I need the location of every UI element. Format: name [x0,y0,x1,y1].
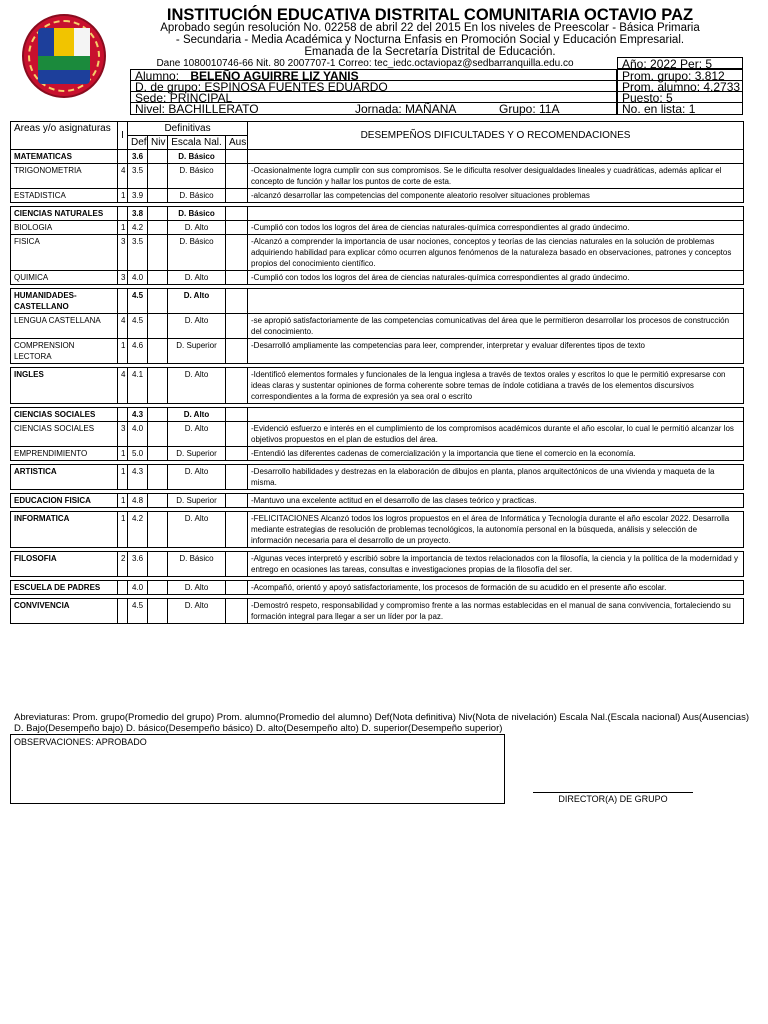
intensity-hours: 3 [118,271,128,285]
grade-nivelacion [148,494,168,508]
area-row [11,408,744,422]
intensity-hours: 1 [118,494,128,508]
performance-description: -Acompañó, orientó y apoyó satisfactoriamente, los procesos de formación de su acudido en el presente año escolar. [248,581,744,595]
grade-definitiva: 4.2 [128,512,148,548]
ausencias [226,581,248,595]
subject-row [11,447,744,461]
subject-name: INFORMATICA [11,512,118,548]
subject-name: EDUCACION FISICA [11,494,118,508]
header-niv: Niv [148,136,168,150]
escala-nacional: D. Alto [168,422,226,447]
performance-description: -Cumplió con todos los logros del área de ciencias naturales-química correspondientes al grado úndecimo. [248,271,744,285]
ausencias [226,494,248,508]
grade-nivelacion [148,271,168,285]
grade-definitiva: 4.2 [128,221,148,235]
escala-nacional: D. Básico [168,164,226,189]
escala-nacional: D. Alto [168,314,226,339]
grade-nivelacion [148,207,168,221]
subject-name: CIENCIAS SOCIALES [11,422,118,447]
secretaria-line: Emanada de la Secretaría Distrital de Educación. [304,46,556,58]
header-desempenos: DESEMPEÑOS DIFICULTADES Y O RECOMENDACIONES [248,122,744,150]
subject-name: QUIMICA [11,271,118,285]
subject-row [11,314,744,339]
nivel-field: Nivel: BACHILLERATO [135,102,259,116]
escala-nacional: D. Básico [168,207,226,221]
ausencias [226,207,248,221]
jornada-field: Jornada: MAÑANA [355,102,457,116]
observaciones-text: OBSERVACIONES: APROBADO [14,737,147,747]
area-row [11,207,744,221]
grade-nivelacion [148,465,168,490]
grades-table [10,121,744,624]
escala-nacional: D. Alto [168,512,226,548]
grade-nivelacion [148,447,168,461]
intensity-hours [118,289,128,314]
ausencias [226,339,248,364]
grade-nivelacion [148,552,168,577]
subject-row [11,271,744,285]
alumno-name: BELEÑO AGUIRRE LIZ YANIS [190,69,359,83]
intensity-hours: 4 [118,164,128,189]
abbreviations [14,712,754,734]
escala-nacional: D. Alto [168,368,226,404]
area-row [11,599,744,624]
escala-nacional: D. Superior [168,494,226,508]
grade-definitiva: 4.1 [128,368,148,404]
intensity-hours [118,150,128,164]
subject-name: CIENCIAS SOCIALES [11,408,118,422]
grade-nivelacion [148,189,168,203]
signature-line [533,792,693,793]
performance-description: -Evidenció esfuerzo e interés en el cumplimiento de los compromisos académicos durante el año escolar, lo cual le permitió alcanzar los objetivos propuestos en el plan de estudios del área. [248,422,744,447]
area-row [11,150,744,164]
ausencias [226,314,248,339]
grade-definitiva: 4.0 [128,422,148,447]
escala-nacional: D. Básico [168,189,226,203]
header-areas: Areas y/o asignaturas [11,122,118,150]
grade-definitiva: 3.8 [128,207,148,221]
header-ih: I [118,122,128,150]
performance-description [248,150,744,164]
subject-name: INGLES [11,368,118,404]
levels-line: - Secundaria - Media Académica y Nocturna Enfasis en Promoción Social y Educación Empresarial. [175,34,685,46]
ausencias [226,368,248,404]
intensity-hours: 2 [118,552,128,577]
grade-nivelacion [148,512,168,548]
subject-row [11,235,744,271]
alumno-label: Alumno: [135,69,180,83]
ausencias [226,512,248,548]
grade-nivelacion [148,408,168,422]
performance-description: -alcanzó desarrollar las competencias del componente aleatorio resolver situaciones problemas [248,189,744,203]
performance-description: -Desarrolló ampliamente las competencias para leer, comprender, interpretar y evaluar diferentes tipos de texto [248,339,744,364]
intensity-hours: 1 [118,512,128,548]
grupo-field: Grupo: 11A [499,102,560,116]
grade-definitiva: 4.5 [128,314,148,339]
escala-nacional: D. Alto [168,289,226,314]
intensity-hours: 4 [118,314,128,339]
grade-nivelacion [148,581,168,595]
intensity-hours: 1 [118,465,128,490]
grade-definitiva: 3.6 [128,150,148,164]
ausencias [226,271,248,285]
performance-description: -se apropió satisfactoriamente de las competencias comunicativas del área que le permitieron desarrollar los procesos de construcción del conocimiento. [248,314,744,339]
escala-nacional: D. Alto [168,221,226,235]
abbreviations-line-2: D. Bajo(Desempeño bajo) D. básico(Desempeño básico) D. alto(Desempeño alto) D. superior(Desempeño superior) [14,723,503,734]
performance-description [248,408,744,422]
escala-nacional: D. Alto [168,271,226,285]
subject-name: ESTADISTICA [11,189,118,203]
prom-grupo-field: Prom. grupo: 3.812 [617,69,743,81]
observaciones-box [10,734,505,804]
header-def: Def [128,136,148,150]
performance-description: -Alcanzó a comprender la importancia de usar nociones, conceptos y teorías de las ciencias naturales en la solución de problemas adquiriendo habilidad para explicar cómo ocurren algunos fenómenos de la naturaleza basado en observaciones, patrones y conceptos propios del conocimiento científico. [248,235,744,271]
escala-nacional: D. Alto [168,408,226,422]
subject-name: HUMANIDADES-CASTELLANO [11,289,118,314]
performance-description: -Cumplió con todos los logros del área de ciencias naturales-química correspondientes al grado úndecimo. [248,221,744,235]
subject-name: TRIGONOMETRIA [11,164,118,189]
school-logo [22,14,106,98]
grade-definitiva: 4.6 [128,339,148,364]
escala-nacional: D. Básico [168,552,226,577]
table-header-row [11,122,744,136]
area-row [11,581,744,595]
subject-row [11,221,744,235]
subject-name: BIOLOGIA [11,221,118,235]
intensity-hours: 1 [118,447,128,461]
intensity-hours [118,581,128,595]
grade-definitiva: 5.0 [128,447,148,461]
grade-nivelacion [148,221,168,235]
subject-name: COMPRENSION LECTORA [11,339,118,364]
director-signature-label: DIRECTOR(A) DE GRUPO [558,794,668,804]
escala-nacional: D. Superior [168,339,226,364]
intensity-hours [118,599,128,624]
ausencias [226,422,248,447]
resolution-line: Aprobado según resolución No. 02258 de abril 22 del 2015 En los niveles de Preescolar - Básica Primaria [160,22,700,34]
performance-description [248,289,744,314]
subject-name: FILOSOFIA [11,552,118,577]
grade-definitiva: 4.5 [128,289,148,314]
grades-body [11,150,744,624]
grade-nivelacion [148,339,168,364]
ausencias [226,150,248,164]
grade-definitiva: 4.0 [128,581,148,595]
ausencias [226,552,248,577]
performance-description: -FELICITACIONES Alcanzó todos los logros propuestos en el área de Informática y Tecnología durante el año escolar 2022. Desarrolla mediante estrategias de resolución de problemas tecnológicos, la autonomía personal en la búsqueda, análisis y selección de información necesaria para el desarrollo de un proyecto. [248,512,744,548]
intensity-hours: 1 [118,221,128,235]
prom-alumno-field: Prom. alumno: 4.2733 [617,80,743,92]
header-definitivas: Definitivas [128,122,248,136]
intensity-hours [118,408,128,422]
escala-nacional: D. Alto [168,599,226,624]
ausencias [226,408,248,422]
lista-field: No. en lista: 1 [617,102,743,115]
subject-row [11,422,744,447]
subject-name: LENGUA CASTELLANA [11,314,118,339]
nivel-row [130,102,617,115]
grade-definitiva: 4.0 [128,271,148,285]
grade-nivelacion [148,422,168,447]
subject-name: MATEMATICAS [11,150,118,164]
puesto-field: Puesto: 5 [617,91,743,103]
ausencias [226,599,248,624]
grade-nivelacion [148,368,168,404]
sede-field: Sede: PRINCIPAL [130,91,617,103]
performance-description: -Identificó elementos formales y funcionales de la lengua inglesa a través de textos orales y escritos lo que le permitió expresarse con ideas claras y sustentar opiniones de forma coherente sobre temas de índole cotidiana a través de los elementos discursivos correspondientes a la forma de expresión ya sea oral o escrito [248,368,744,404]
grade-definitiva: 3.5 [128,235,148,271]
grade-nivelacion [148,314,168,339]
subject-row [11,164,744,189]
grade-nivelacion [148,289,168,314]
ano-periodo-field: Año: 2022 Per: 5 [617,57,743,69]
grade-definitiva: 4.3 [128,408,148,422]
intensity-hours: 1 [118,189,128,203]
performance-description: -Algunas veces interpretó y escribió sobre la importancia de textos relacionados con la filosofía, la ciencia y la política de la modernidad y entrego en ocasiones las tareas, consultas e investigaciones propias de la filosofía del ser. [248,552,744,577]
subject-name: ARTISTICA [11,465,118,490]
performance-description: -Mantuvo una excelente actitud en el desarrollo de las clases teórico y practicas. [248,494,744,508]
subject-name: CIENCIAS NATURALES [11,207,118,221]
area-row [11,368,744,404]
performance-description: -Desarrollo habilidades y destrezas en la elaboración de dibujos en planta, planos arquitectónicos de una vivienda y maqueta de la misma. [248,465,744,490]
subject-name: FISICA [11,235,118,271]
ausencias [226,164,248,189]
director-grupo-field: D. de grupo: ESPINOSA FUENTES EDUARDO [130,80,617,92]
ausencias [226,289,248,314]
subject-row [11,189,744,203]
abbreviations-line-1: Abreviaturas: Prom. grupo(Promedio del grupo) Prom. alumno(Promedio del alumno) Def(Nota definitiva) Niv(Nota de nivelación) Escala Nal.(Escala nacional) Aus(Ausencias) [14,712,749,723]
grade-nivelacion [148,235,168,271]
ausencias [226,447,248,461]
dane-line: Dane 1080010746-66 Nit. 80 2007707-1 Correo: tec_iedc.octaviopaz@sedbarranquilla.edu.co [156,58,574,69]
grade-definitiva: 3.5 [128,164,148,189]
performance-description [248,207,744,221]
school-title: INSTITUCIÓN EDUCATIVA DISTRITAL COMUNITARIA OCTAVIO PAZ [166,6,694,24]
intensity-hours: 3 [118,422,128,447]
ausencias [226,235,248,271]
ausencias [226,189,248,203]
escala-nacional: D. Alto [168,581,226,595]
grade-nivelacion [148,164,168,189]
area-row [11,494,744,508]
subject-row [11,339,744,364]
intensity-hours: 3 [118,235,128,271]
performance-description: -Ocasionalmente logra cumplir con sus compromisos. Se le dificulta resolver desigualdades lineales y cuadráticas, además aplicar el concepto de función y hallar los puntos de corte de esta. [248,164,744,189]
grade-definitiva: 4.8 [128,494,148,508]
header-aus: Aus [226,136,248,150]
area-row [11,552,744,577]
subject-name: EMPRENDIMIENTO [11,447,118,461]
area-row [11,512,744,548]
header-escala: Escala Nal. [168,136,226,150]
performance-description: -Entendió las diferentes cadenas de comercialización y la importancia que tiene el comercio en la economía. [248,447,744,461]
intensity-hours: 1 [118,339,128,364]
ausencias [226,221,248,235]
area-row [11,289,744,314]
grade-definitiva: 4.5 [128,599,148,624]
subject-name: ESCUELA DE PADRES [11,581,118,595]
grade-nivelacion [148,599,168,624]
performance-description: -Demostró respeto, responsabilidad y compromiso frente a las normas establecidas en el manual de sana convivencia, fortaleciendo su formación integral para llegar a ser un líder por la paz. [248,599,744,624]
grade-definitiva: 3.6 [128,552,148,577]
escala-nacional: D. Básico [168,150,226,164]
escala-nacional: D. Superior [168,447,226,461]
grade-nivelacion [148,150,168,164]
grade-definitiva: 3.9 [128,189,148,203]
intensity-hours: 4 [118,368,128,404]
intensity-hours [118,207,128,221]
area-row [11,465,744,490]
subject-name: CONVIVENCIA [11,599,118,624]
escala-nacional: D. Básico [168,235,226,271]
escala-nacional: D. Alto [168,465,226,490]
grade-definitiva: 4.3 [128,465,148,490]
ausencias [226,465,248,490]
